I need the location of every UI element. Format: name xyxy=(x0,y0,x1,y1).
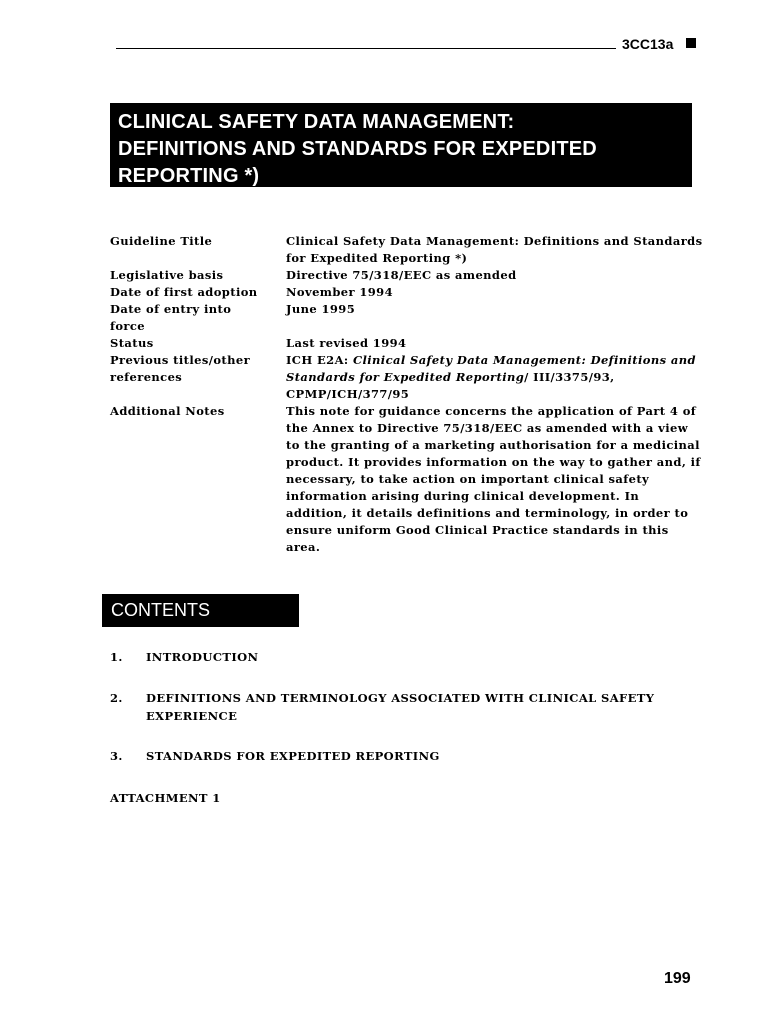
previous-titles-prefix: ICH E2A: xyxy=(286,353,353,367)
meta-value: June 1995 xyxy=(286,302,356,316)
meta-label: Guideline Title xyxy=(110,234,213,248)
toc-number: 2. xyxy=(110,691,123,705)
meta-row-first-adoption xyxy=(110,284,710,301)
meta-value: Directive 75/318/EEC as amended xyxy=(286,268,517,282)
meta-value: This note for guidance concerns the application of Part 4 of the Annex to Directive 75/318/EEC as amended with a view to the granting of a marketing authorisation for a medicinal product. It provides information on the way to gather and, if necessary, to take action on important clinical safety information arising during clinical development. In addition, it details definitions and terminology, in order to ensure uniform Good Clinical Practice standards in this area. xyxy=(286,404,701,554)
meta-label: Previous titles/other references xyxy=(110,353,251,384)
toc-item-2 xyxy=(110,689,710,725)
toc-text: STANDARDS FOR EXPEDITED REPORTING xyxy=(146,749,440,763)
toc-text: INTRODUCTION xyxy=(146,650,259,664)
meta-row-status xyxy=(110,335,710,352)
meta-label: Date of first adoption xyxy=(110,285,258,299)
header-rule xyxy=(116,48,616,49)
meta-row-previous-titles xyxy=(110,352,710,403)
metadata-table xyxy=(110,233,710,556)
title-line-1: CLINICAL SAFETY DATA MANAGEMENT: xyxy=(118,111,515,133)
toc-attachment: ATTACHMENT 1 xyxy=(110,791,221,805)
meta-row-additional-notes xyxy=(110,403,710,556)
title-line-2: DEFINITIONS AND STANDARDS FOR EXPEDITED xyxy=(118,138,597,160)
meta-label: Status xyxy=(110,336,154,350)
square-icon xyxy=(686,38,696,48)
meta-label: Legislative basis xyxy=(110,268,224,282)
document-code: 3CC13a xyxy=(622,36,674,52)
meta-value: Clinical Safety Data Management: Definitions and Standards for Expedited Reporting *) xyxy=(286,234,703,265)
toc-item-3 xyxy=(110,747,710,765)
title-line-3: REPORTING *) xyxy=(118,165,260,187)
contents-heading: CONTENTS xyxy=(102,594,299,627)
meta-row-legislative-basis xyxy=(110,267,710,284)
meta-row-entry-into-force xyxy=(110,301,710,335)
previous-titles-suffix: / III/3375/93, CPMP/ICH/377/95 xyxy=(286,370,615,401)
meta-row-guideline-title xyxy=(110,233,710,267)
previous-titles-italic: Clinical Safety Data Management: Definitions and Standards for Expedited Reporting xyxy=(286,353,696,384)
meta-value: Last revised 1994 xyxy=(286,336,407,350)
toc-number: 3. xyxy=(110,749,123,763)
meta-value: November 1994 xyxy=(286,285,393,299)
toc-number: 1. xyxy=(110,650,123,664)
meta-label: Additional Notes xyxy=(110,404,225,418)
title-box xyxy=(110,103,692,187)
meta-value xyxy=(286,352,704,403)
toc-text: DEFINITIONS AND TERMINOLOGY ASSOCIATED WITH CLINICAL SAFETY EXPERIENCE xyxy=(146,691,655,723)
page-number: 199 xyxy=(664,970,691,987)
toc-item-1 xyxy=(110,648,710,666)
meta-label: Date of entry into force xyxy=(110,302,232,333)
